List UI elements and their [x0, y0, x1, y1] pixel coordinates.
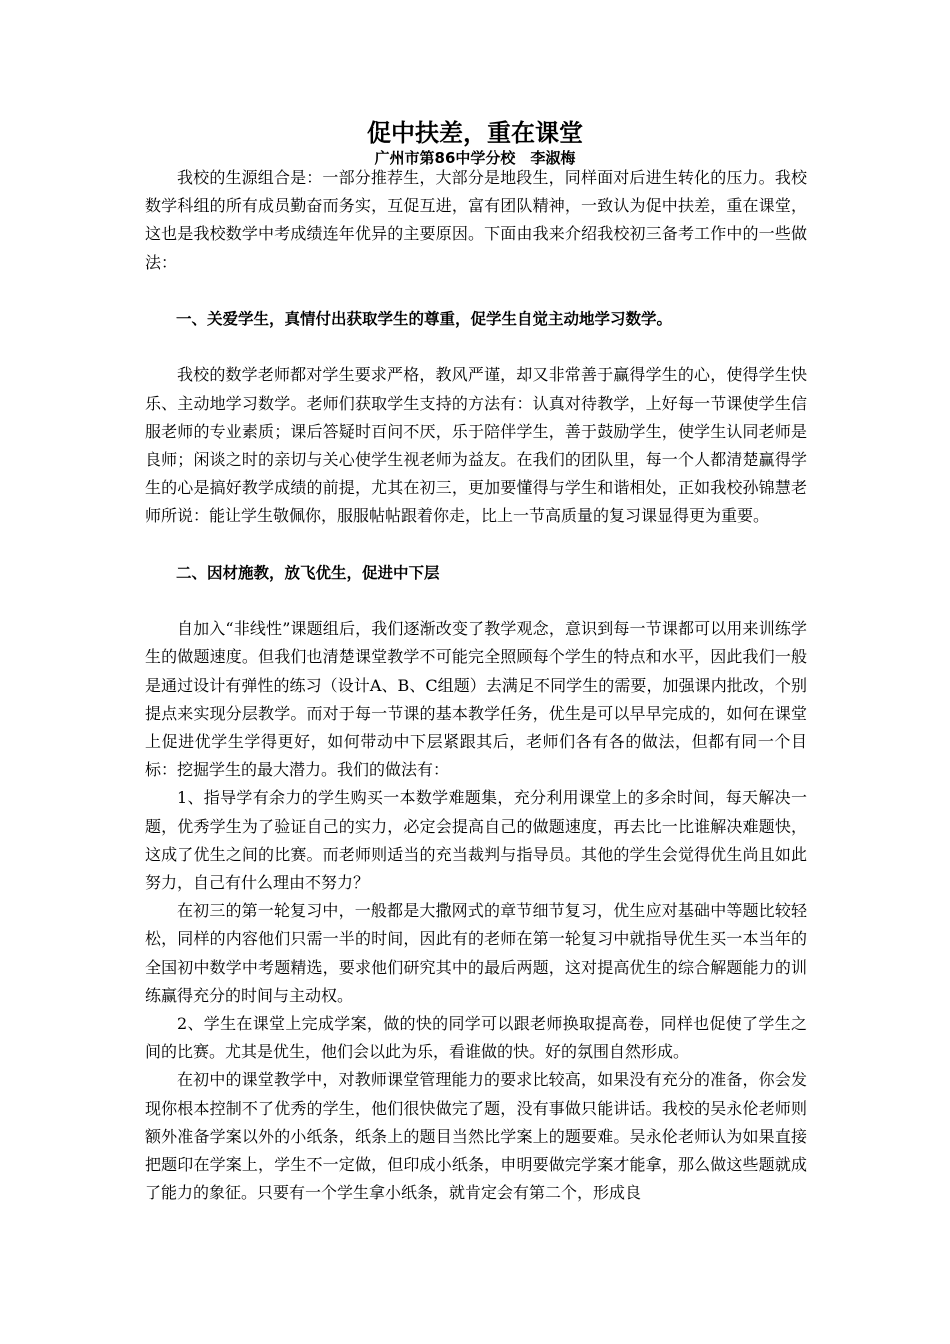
intro-paragraph: 我校的生源组合是：一部分推荐生，大部分是地段生，同样面对后进生转化的压力。我校数学科组的所有成员勤奋而务实，互促互进，富有团队精神，一致认为促中扶差，重在课堂，这也是我校数学中考成绩连年优异的主要原因。下面由我来介绍我校初三备考工作中的一些做法：	[145, 168, 807, 272]
body-paragraph: 在初三的第一轮复习中，一般都是大撒网式的章节细节复习，优生应对基础中等题比较轻松，同样的内容他们只需一半的时间，因此有的老师在第一轮复习中就指导优生买一本当年的全国初中数学中考题精选，要求他们研究其中的最后两题，这对提高优生的综合解题能力的训练赢得充分的时间与主动权。	[145, 901, 807, 1005]
author-line: 广州市第86中学分校 李淑梅	[374, 149, 576, 167]
section-heading-2: 二、因材施教，放飞优生，促进中下层	[176, 563, 440, 582]
document-title: 促中扶差，重在课堂	[367, 119, 583, 147]
document-body	[145, 164, 807, 1207]
spacer	[145, 531, 807, 559]
body-paragraph: 我校的数学老师都对学生要求严格，教风严谨，却又非常善于赢得学生的心，使得学生快乐、主动地学习数学。老师们获取学生支持的方法有：认真对待教学，上好每一节课使学生信服老师的专业素质；课后答疑时百问不厌，乐于陪伴学生，善于鼓励学生，使学生认同老师是良师；闲谈之时的亲切与关心使学生视老师为益友。在我们的团队里，每一个人都清楚赢得学生的心是搞好教学成绩的前提，尤其在初三，更加要懂得与学生和谐相处，正如我校孙锦慧老师所说：能让学生敬佩你，服服帖帖跟着你走，比上一节高质量的复习课显得更为重要。	[145, 365, 807, 526]
body-paragraph: 自加入“非线性”课题组后，我们逐渐改变了教学观念，意识到每一节课都可以用来训练学生的做题速度。但我们也清楚课堂教学不可能完全照顾每个学生的特点和水平，因此我们一般是通过设计有弹性的练习（设计A、B、C组题）去满足不同学生的需要，加强课内批改，个别提点来实现分层教学。而对于每一节课的基本教学任务，优生是可以早早完成的，如何在课堂上促进优学生学得更好，如何带动中下层紧跟其后，老师们各有各的做法，但都有同一个目标：挖掘学生的最大潜力。我们的做法有：	[145, 619, 807, 780]
spacer	[145, 587, 807, 615]
section-heading-1: 一、关爱学生，真情付出获取学生的尊重，促学生自觉主动地学习数学。	[176, 310, 673, 328]
spacer	[145, 333, 807, 361]
spacer	[145, 277, 807, 305]
body-paragraph: 2、学生在课堂上完成学案，做的快的同学可以跟老师换取提高卷，同样也促使了学生之间的比赛。尤其是优生，他们会以此为乐，看谁做的快。好的氛围自然形成。	[145, 1014, 807, 1062]
body-paragraph: 1、指导学有余力的学生购买一本数学难题集，充分利用课堂上的多余时间，每天解决一题，优秀学生为了验证自己的实力，必定会提高自己的做题速度，再去比一比谁解决难题快，这成了优生之间的比赛。而老师则适当的充当裁判与指导员。其他的学生会觉得优生尚且如此努力，自己有什么理由不努力？	[145, 788, 807, 893]
body-paragraph: 在初中的课堂教学中，对教师课堂管理能力的要求比较高，如果没有充分的准备，你会发现你根本控制不了优秀的学生，他们很快做完了题，没有事做只能讲话。我校的吴永伦老师则额外准备学案以外的小纸条，纸条上的题目当然比学案上的题要难。吴永伦老师认为如果直接把题印在学案上，学生不一定做，但印成小纸条，申明要做完学案才能拿，那么做这些题就成了能力的象征。只要有一个学生拿小纸条，就肯定会有第二个，形成良	[145, 1070, 807, 1203]
